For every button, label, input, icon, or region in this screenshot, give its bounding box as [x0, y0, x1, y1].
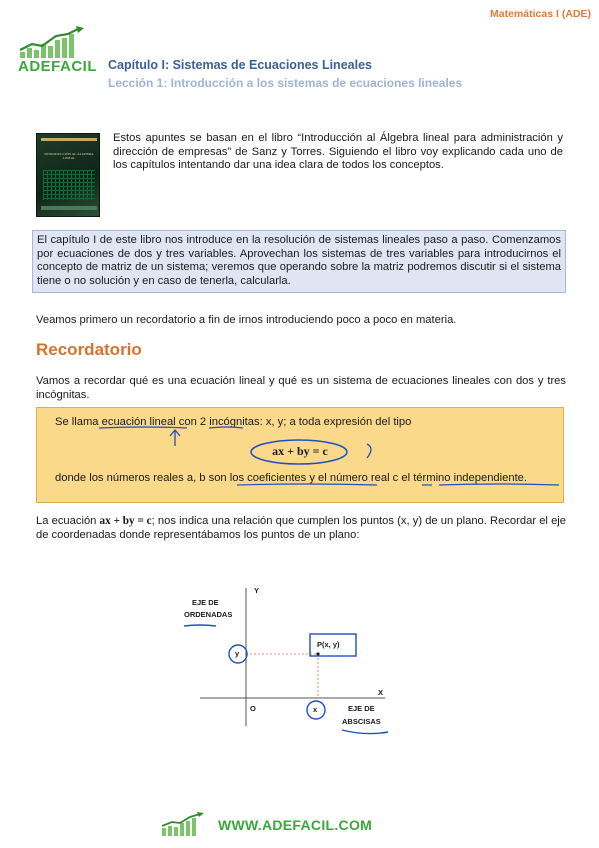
abscissa-label-line1: EJE DE: [348, 704, 375, 713]
coordinate-plane-svg: [170, 570, 430, 750]
y-coordinate-mark: y: [235, 649, 240, 658]
point-label: P(x, y): [317, 640, 340, 649]
equation-inline-math: ax + by = c: [99, 515, 152, 527]
linear-equation-formula: ax + by = c: [272, 444, 328, 458]
x-coordinate-mark: x: [313, 705, 318, 714]
ordinate-label-line1: EJE DE: [192, 598, 219, 607]
footer-growth-chart-icon: [160, 812, 212, 840]
lesson-title: Lección 1: Introducción a los sistemas de ecuaciones lineales: [108, 76, 463, 90]
ordinate-label-line2: ORDENADAS: [184, 610, 233, 619]
definition-line-3: donde los números reales a, b son los coeficientes y el número real c el término independiente.: [55, 472, 528, 484]
coordinate-plane-diagram: [170, 570, 430, 750]
footer-url[interactable]: WWW.ADEFACIL.COM: [218, 817, 373, 833]
book-cover-title: INTRODUCCIÓN AL ÁLGEBRA LINEAL: [44, 152, 94, 160]
definition-box: [36, 407, 564, 503]
abscissa-label-line2: ABSCISAS: [342, 717, 381, 726]
summary-box: El capítulo I de este libro nos introduce en la resolución de sistemas lineales paso a paso. Comenzamos por ecuaciones de dos y tres variables. Aprovechan los sistemas de tres variables para introducirnos el concepto de matriz de un sistema; veremos que operando sobre la matriz podremos discutir si el sistema tiene o no solución y en caso de tenerla, calcularla.: [32, 230, 566, 293]
course-header: Matemáticas I (ADE): [490, 8, 591, 20]
definition-line-1: Se llama ecuación lineal con 2 incógnitas: x, y; a toda expresión del tipo: [55, 416, 412, 428]
chapter-title: Capítulo I: Sistemas de Ecuaciones Lineales: [108, 58, 372, 72]
intro-paragraph: Estos apuntes se basan en el libro “Introducción al Álgebra lineal para administración y dirección de empresas” de Sanz y Torres. Siguiendo el libro voy explicando cada uno de los capítulos intentando dar una idea clara de todos los conceptos.: [113, 132, 563, 172]
intro-sentence: Veamos primero un recordatorio a fin de irnos introduciendo poco a poco en materia.: [36, 314, 457, 326]
x-axis-label: X: [378, 688, 384, 697]
recap-paragraph: Vamos a recordar qué es una ecuación lineal y qué es un sistema de ecuaciones lineales con dos y tres incógnitas.: [36, 375, 566, 401]
section-heading: Recordatorio: [36, 340, 142, 359]
equation-paragraph: [36, 514, 566, 542]
logo-text: ADEFACIL: [18, 58, 97, 75]
equation-text-post: ; nos indica una relación que cumplen los puntos (x, y) de un plano. Recordar el eje de coordenadas donde representábamos los puntos de un plano:: [36, 515, 567, 541]
origin-label: O: [250, 704, 256, 713]
book-cover-image: [36, 133, 100, 217]
y-axis-label: Y: [254, 586, 260, 595]
equation-text-pre: La ecuación: [36, 515, 100, 527]
